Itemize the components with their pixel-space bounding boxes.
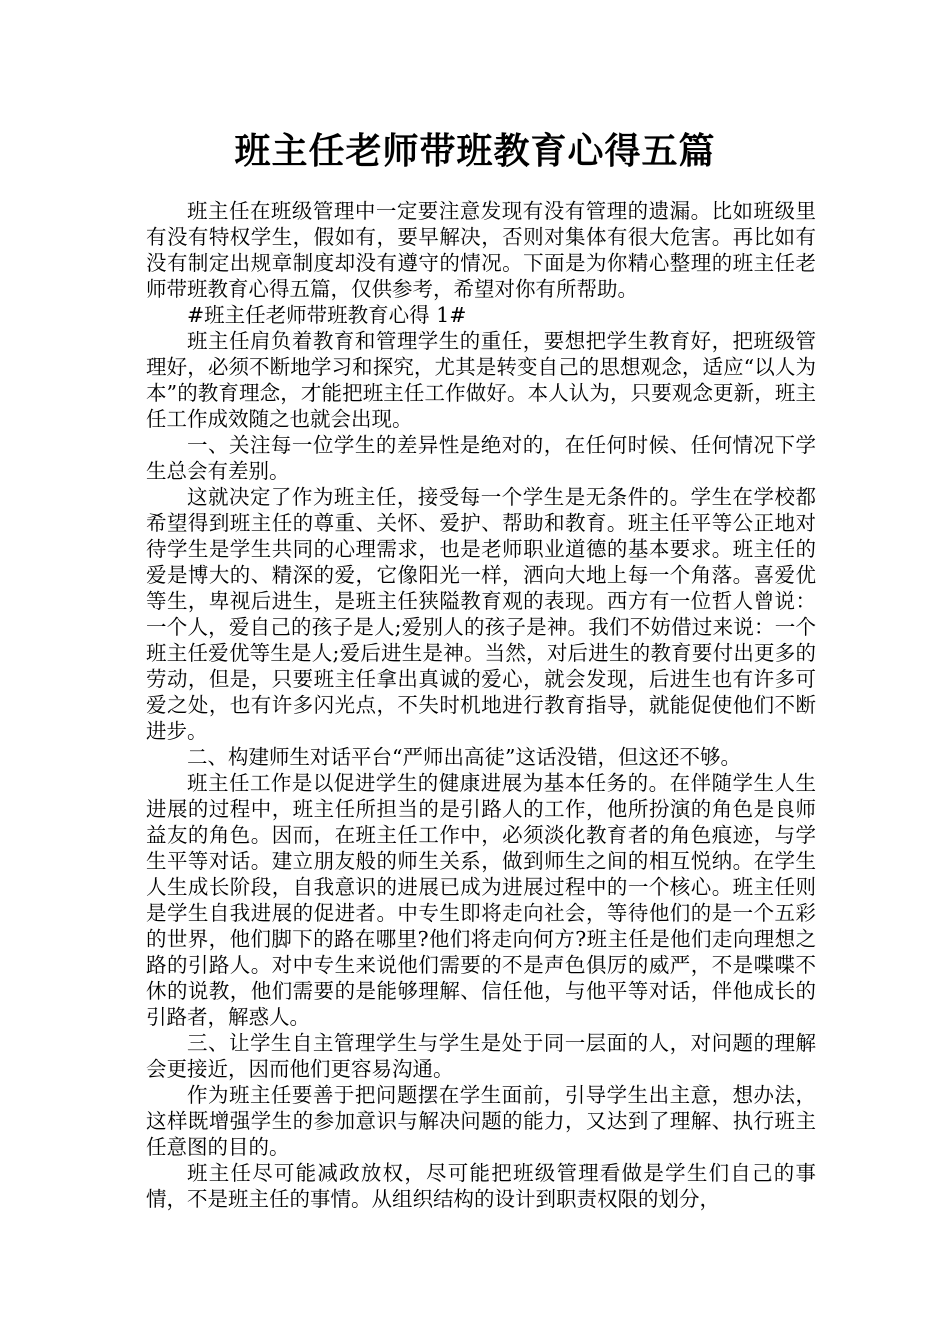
paragraph: 班主任工作是以促进学生的健康进展为基本任务的。在伴随学生人生进展的过程中，班主任所担当的是引路人的工作，他所扮演的角色是良师益友的角色。因而，在班主任工作中，必须淡化教育者的角色痕迹，与学生平等对话。建立朋友般的师生关系，做到师生之间的相互悦纳。在学生人生成长阶段，自我意识的进展已成为进展过程中的一个核心。班主任则是学生自我进展的促进者。中专生即将走向社会，等待他们的是一个五彩的世界，他们脚下的路在哪里?他们将走向何方?班主任是他们走向理想之路的引路人。对中专生来说他们需要的不是声色俱厉的威严，不是喋喋不休的说教，他们需要的是能够理解、信任他，与他平等对话，伴他成长的引路者，解惑人。 [146, 771, 816, 1029]
paragraph: 班主任尽可能减政放权，尽可能把班级管理看做是学生们自己的事情，不是班主任的事情。从组织结构的设计到职责权限的划分， [146, 1161, 816, 1211]
section-heading-1: #班主任老师带班教育心得 1# [187, 303, 467, 327]
paragraph-intro: 班主任在班级管理中一定要注意发现有没有管理的遗漏。比如班级里有没有特权学生，假如有，要早解决，否则对集体有很大危害。再比如有没有制定出规章制度却没有遵守的情况。下面是为你精心整理的班主任老师带班教育心得五篇，仅供参考，希望对你有所帮助。 [146, 199, 816, 301]
point-heading-3: 三、让学生自主管理学生与学生是处于同一层面的人，对问题的理解会更接近，因而他们更容易沟通。 [146, 1031, 816, 1081]
point-heading-2: 二、构建师生对话平台“严师出高徒”这话没错，但这还不够。 [187, 745, 741, 769]
document-body [146, 198, 816, 1212]
paragraph: 这就决定了作为班主任，接受每一个学生是无条件的。学生在学校都希望得到班主任的尊重、关怀、爱护、帮助和教育。班主任平等公正地对待学生是学生共同的心理需求，也是老师职业道德的基本要求。班主任的爱是博大的、精深的爱，它像阳光一样，洒向大地上每一个角落。喜爱优等生，卑视后进生，是班主任狭隘教育观的表现。西方有一位哲人曾说：一个人，爱自己的孩子是人;爱别人的孩子是神。我们不妨借过来说：一个班主任爱优等生是人;爱后进生是神。当然，对后进生的教育要付出更多的劳动，但是，只要班主任拿出真诚的爱心，就会发现，后进生也有许多可爱之处，也有许多闪光点，不失时机地进行教育指导，就能促使他们不断进步。 [146, 485, 816, 743]
point-heading-1: 一、关注每一位学生的差异性是绝对的，在任何时候、任何情况下学生总会有差别。 [146, 433, 816, 483]
document-title: 班主任老师带班教育心得五篇 [234, 131, 716, 172]
paragraph: 作为班主任要善于把问题摆在学生面前，引导学生出主意，想办法，这样既增强学生的参加意识与解决问题的能力，又达到了理解、执行班主任意图的目的。 [146, 1083, 816, 1159]
paragraph: 班主任肩负着教育和管理学生的重任，要想把学生教育好，把班级管理好，必须不断地学习和探究，尤其是转变自己的思想观念，适应“以人为本”的教育理念，才能把班主任工作做好。本人认为，只要观念更新，班主任工作成效随之也就会出现。 [146, 329, 816, 431]
